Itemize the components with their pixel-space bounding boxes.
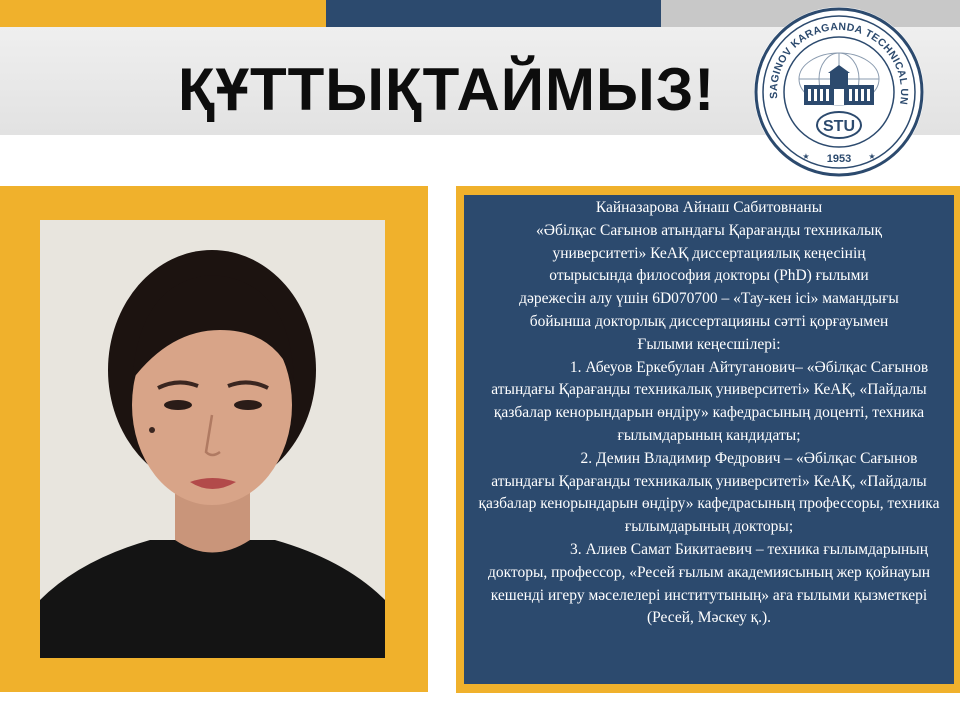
- photo-frame: [0, 186, 428, 692]
- university-logo: [754, 7, 924, 177]
- university-seal-icon: [754, 7, 924, 177]
- page-title: ҚҰТТЫҚТАЙМЫЗ!: [178, 56, 716, 123]
- announcement-frame: [456, 186, 960, 693]
- announcement-panel: [464, 195, 954, 684]
- logo-abbr: STU: [823, 118, 855, 135]
- star-icon: ★: [802, 152, 810, 161]
- logo-year: 1953: [826, 153, 852, 165]
- portrait-photo: [40, 220, 385, 658]
- advisors-heading: Ғылыми кеңесшілері:: [637, 335, 781, 353]
- intro-line: отырысында философия докторы (PhD) ғылыми: [549, 267, 869, 285]
- advisor-item-1: 1. Абеуов Еркебулан Айтуганович– «Әбілқас Сағынов атындағы Қарағанды техникалық университеті» КеАҚ, «Пайдалы қазбалар кенорындарын өндіру» кафедрасының доценті, техника ғылымдарының кандидаты;: [491, 358, 929, 444]
- advisor-item-2: 2. Демин Владимир Федрович – «Әбілқас Сағынов атындағы Қарағанды техникалық университеті» КеАҚ, «Пайдалы қазбалар кенорындарын өндіру» кафедрасының профессоры, техника ғылымдарының докторы;: [478, 449, 940, 536]
- portrait-illustration: [40, 220, 385, 658]
- star-icon: ★: [868, 152, 876, 161]
- intro-line: дәрежесін алу үшін 6D070700 – «Тау-кен ісі» мамандығы: [519, 290, 899, 308]
- intro-line: «Әбілқас Сағынов атындағы Қарағанды техникалық: [536, 221, 882, 239]
- top-bar-orange: [0, 0, 326, 27]
- intro-line: университеті» КеАҚ диссертациялық кеңесінің: [552, 244, 866, 262]
- logo-ring-text: SAGINOV KARAGANDA TECHNICAL UN: [767, 20, 911, 106]
- top-bar-navy: [326, 0, 661, 27]
- intro-line-name: Кайназарова Айнаш Сабитовнаны: [595, 199, 823, 216]
- advisor-item-3: 3. Алиев Самат Бикитаевич – техника ғылымдарының докторы, профессор, «Ресей ғылым академиясының жер қойнауын кешенді игеру мәселелері институтының» аға ғылыми қызметкері (Ресей, Мәскеу қ.).: [487, 540, 931, 627]
- intro-line: бойынша докторлық диссертацияны сәтті қорғауымен: [529, 312, 889, 330]
